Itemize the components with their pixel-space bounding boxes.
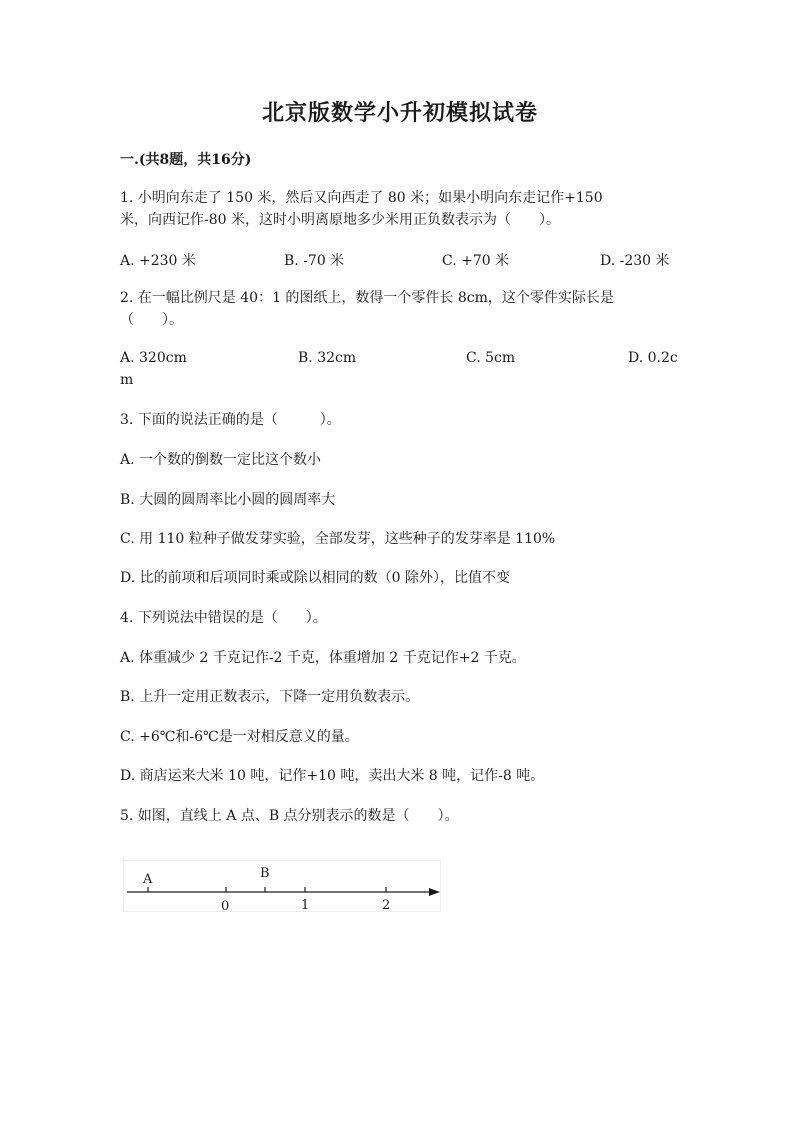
- tick-label-1: 1: [301, 898, 310, 913]
- point-label-a: A: [143, 872, 153, 887]
- question-1-line-2: 米，向西记作-80 米，这时小明离原地多少米用正负数表示为（ ）。: [120, 212, 560, 228]
- page-title: 北京版数学小升初模拟试卷: [261, 100, 538, 126]
- question-4-option-d: D. 商店运来大米 10 吨，记作+10 吨，卖出大米 8 吨，记作-8 吨。: [120, 768, 545, 784]
- question-2-line-1: 2. 在一幅比例尺是 40：1 的图纸上，数得一个零件长 8cm，这个零件实际长是: [120, 290, 614, 306]
- question-3-line-1: 3. 下面的说法正确的是（ ）。: [120, 412, 341, 428]
- question-5-line-1: 5. 如图，直线上 A 点、B 点分别表示的数是（ ）。: [120, 808, 459, 824]
- question-2-option-c: C. 5cm: [466, 350, 516, 366]
- question-1-line-1: 1. 小明向东走了 150 米，然后又向西走了 80 米；如果小明向东走记作+150: [120, 190, 603, 206]
- question-4-option-c: C. +6℃和-6℃是一对相反意义的量。: [120, 729, 359, 745]
- question-4-line-1: 4. 下列说法中错误的是（ ）。: [120, 610, 327, 626]
- question-2-option-wrap: m: [120, 372, 134, 388]
- question-1-option-d: D. -230 米: [600, 253, 670, 269]
- number-line-arrow-icon: [429, 888, 440, 896]
- question-4-option-b: B. 上升一定用正数表示，下降一定用负数表示。: [120, 689, 420, 705]
- number-line-figure: [123, 860, 441, 912]
- tick-label-2: 2: [382, 898, 391, 913]
- point-label-b: B: [260, 866, 270, 881]
- question-2-option-b: B. 32cm: [298, 350, 357, 366]
- question-3-option-d: D. 比的前项和后项同时乘或除以相同的数（0 除外），比值不变: [120, 570, 510, 586]
- question-3-option-c: C. 用 110 粒种子做发芽实验，全部发芽，这些种子的发芽率是 110%: [120, 531, 556, 547]
- question-1-option-a: A. +230 米: [120, 253, 196, 269]
- question-4-option-a: A. 体重减少 2 千克记作-2 千克，体重增加 2 千克记作+2 千克。: [120, 650, 526, 666]
- tick-label-0: 0: [221, 899, 230, 913]
- section-header: 一.(共8题，共16分): [120, 152, 252, 168]
- question-1-option-b: B. -70 米: [284, 253, 345, 269]
- question-2-option-a: A. 320cm: [120, 350, 187, 366]
- question-1-option-c: C. +70 米: [442, 253, 510, 269]
- question-3-option-b: B. 大圆的圆周率比小圆的圆周率大: [120, 492, 336, 508]
- question-2-option-d: D. 0.2c: [628, 350, 678, 366]
- number-line-svg: [124, 861, 442, 913]
- question-3-option-a: A. 一个数的倒数一定比这个数小: [120, 452, 322, 468]
- question-2-line-2: （ ）。: [120, 312, 183, 328]
